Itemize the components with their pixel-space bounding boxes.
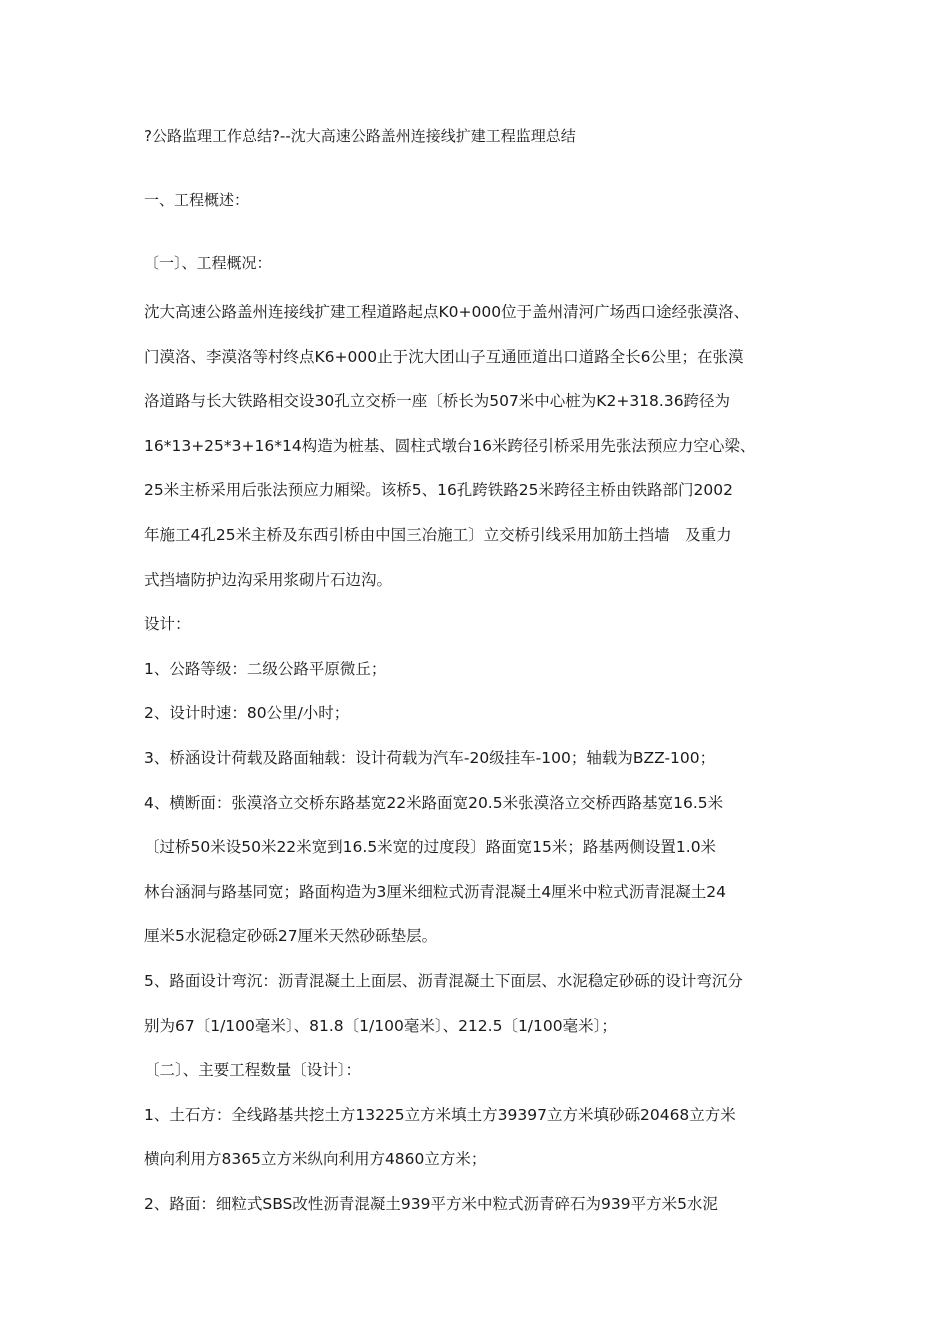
document-title: ?公路监理工作总结?--沈大高速公路盖州连接线扩建工程监理总结: [144, 127, 576, 145]
text-line: 厘米5水泥稳定砂砾27厘米天然砂砾垫层。: [144, 927, 438, 946]
text-line: 洛道路与长大铁路相交设30孔立交桥一座〔桥长为507米中心桩为K2+318.36跨径为: [144, 392, 731, 411]
text-line: 5、路面设计弯沉：沥青混凝土上面层、沥青混凝土下面层、水泥稳定砂砾的设计弯沉分: [144, 971, 743, 990]
text-line: 设计：: [144, 615, 191, 634]
text-line: 林台涵洞与路基同宽；路面构造为3厘米细粒式沥青混凝土4厘米中粒式沥青混凝土24: [144, 882, 726, 901]
sub-heading: 〔一〕、工程概况：: [144, 254, 272, 272]
text-line: 门漠洛、李漠洛等村终点K6+000止于沈大团山子互通匝道出口道路全长6公里；在张漠: [144, 347, 744, 366]
text-line: 16*13+25*3+16*14构造为桩基、圆柱式墩台16米跨径引桥采用先张法预应力空心梁、: [144, 436, 756, 455]
text-line: 3、桥涵设计荷载及路面轴载：设计荷载为汽车-20级挂车-100；轴载为BZZ-100；: [144, 748, 716, 767]
text-line: 25米主桥采用后张法预应力厢梁。该桥5、16孔跨铁路25米跨径主桥由铁路部门2002: [144, 481, 733, 500]
text-line: 4、横断面：张漠洛立交桥东路基宽22米路面宽20.5米张漠洛立交桥西路基宽16.5米: [144, 793, 724, 812]
text-line: 1、土石方：全线路基共挖土方13225立方米填土方39397立方米填砂砾20468立方米: [144, 1105, 736, 1124]
text-line: 式挡墙防护边沟采用浆砌片石边沟。: [144, 570, 393, 589]
text-line: 横向利用方8365立方米纵向利用方4860立方米；: [144, 1150, 487, 1169]
text-line: 〔二〕、主要工程数量〔设计〕：: [144, 1061, 362, 1080]
text-line: 2、设计时速：80公里/小时；: [144, 704, 350, 723]
section-heading: 一、工程概述：: [144, 191, 250, 209]
text-line: 别为67〔1/100毫米〕、81.8〔1/100毫米〕、212.5〔1/100毫米〕；: [144, 1016, 617, 1035]
text-line: 1、公路等级：二级公路平原微丘；: [144, 659, 387, 678]
text-line: 2、路面：细粒式SBS改性沥青混凝土939平方米中粒式沥青碎石为939平方米5水泥: [144, 1194, 718, 1213]
text-line: 沈大高速公路盖州连接线扩建工程道路起点K0+000位于盖州清河广场西口途经张漠洛、: [144, 303, 750, 321]
body-text: [144, 290, 814, 1226]
text-line: 年施工4孔25米主桥及东西引桥由中国三冶施工〕立交桥引线采用加筋土挡墙 及重力: [144, 525, 732, 544]
text-line: 〔过桥50米设50米22米宽到16.5米宽的过度段〕路面宽15米；路基两侧设置1.0米: [144, 838, 717, 857]
